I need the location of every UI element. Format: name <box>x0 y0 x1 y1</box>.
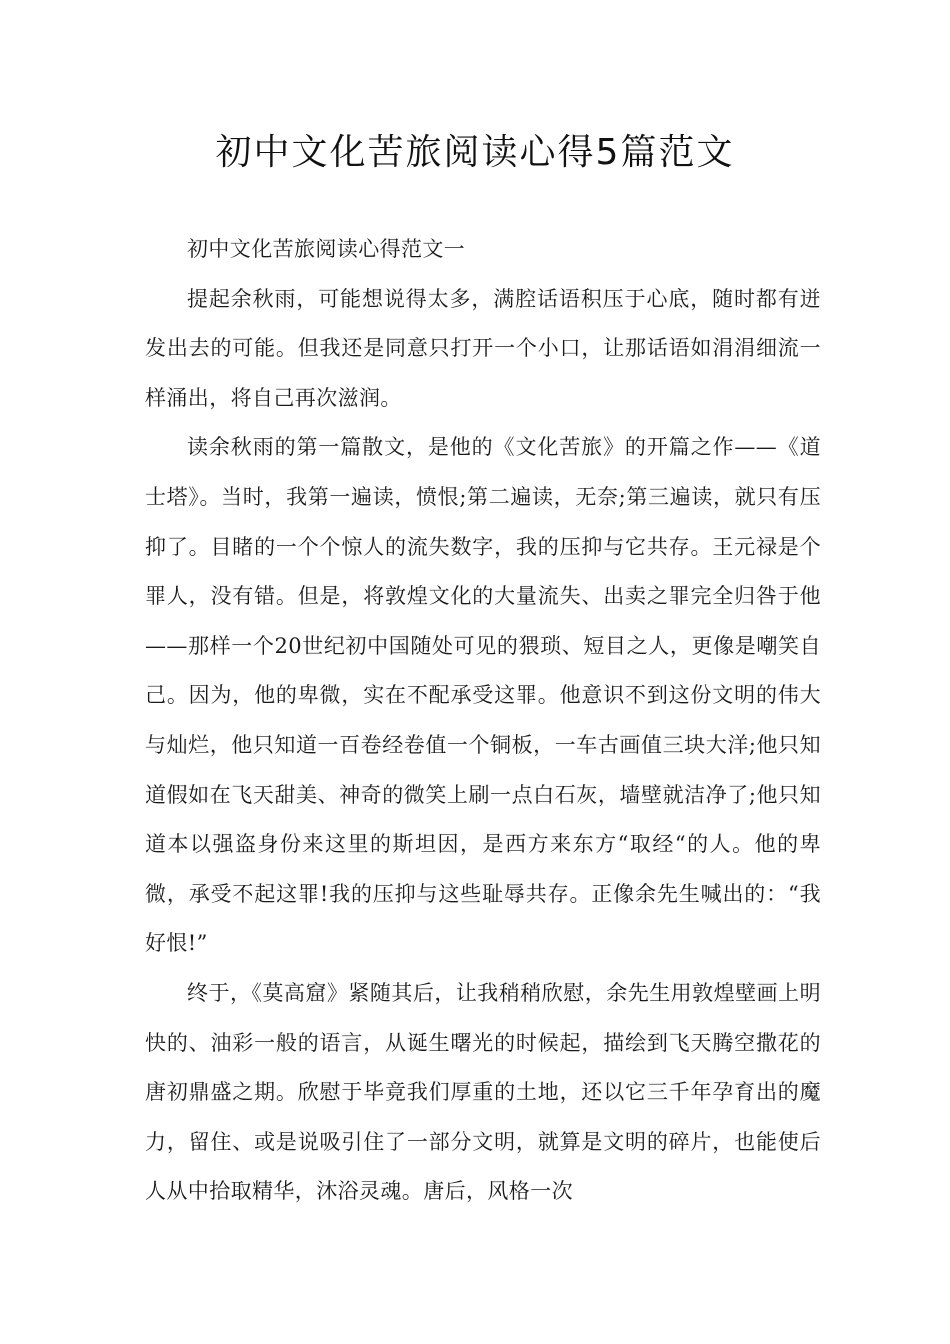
paragraph: 读余秋雨的第一篇散文，是他的《文化苦旅》的开篇之作——《道士塔》。当时，我第一遍读，愤恨;第二遍读，无奈;第三遍读，就只有压抑了。目睹的一个个惊人的流失数字，我的压抑与它共存。王元禄是个罪人，没有错。但是，将敦煌文化的大量流失、出卖之罪完全归咎于他——那样一个20世纪初中国随处可见的猥琐、短目之人，更像是嘲笑自己。因为，他的卑微，实在不配承受这罪。他意识不到这份文明的伟大与灿烂，他只知道一百卷经卷值一个铜板，一车古画值三块大洋;他只知道假如在飞天甜美、神奇的微笑上刷一点白石灰，墙壁就洁净了;他只知道本以强盗身份来这里的斯坦因，是西方来东方“取经“的人。他的卑微，承受不起这罪!我的压抑与这些耻辱共存。正像余先生喊出的：“我好恨!” <box>145 435 821 956</box>
paragraph: 终于，《莫高窟》紧随其后，让我稍稍欣慰，余先生用敦煌壁画上明快的、油彩一般的语言，从诞生曙光的时候起，描绘到飞天腾空撒花的唐初鼎盛之期。欣慰于毕竟我们厚重的土地，还以它三千年孕育出的魔力，留住、或是说吸引住了一部分文明，就算是文明的碎片，也能使后人从中拾取精华，沐浴灵魂。唐后，风格一次 <box>145 980 821 1204</box>
document-body <box>145 225 821 1217</box>
section-heading: 初中文化苦旅阅读心得范文一 <box>187 237 466 261</box>
document-title: 初中文化苦旅阅读心得5篇范文 <box>215 132 735 173</box>
paragraph: 提起余秋雨，可能想说得太多，满腔话语积压于心底，随时都有迸发出去的可能。但我还是同意只打开一个小口，让那话语如涓涓细流一样涌出，将自己再次滋润。 <box>145 286 821 410</box>
